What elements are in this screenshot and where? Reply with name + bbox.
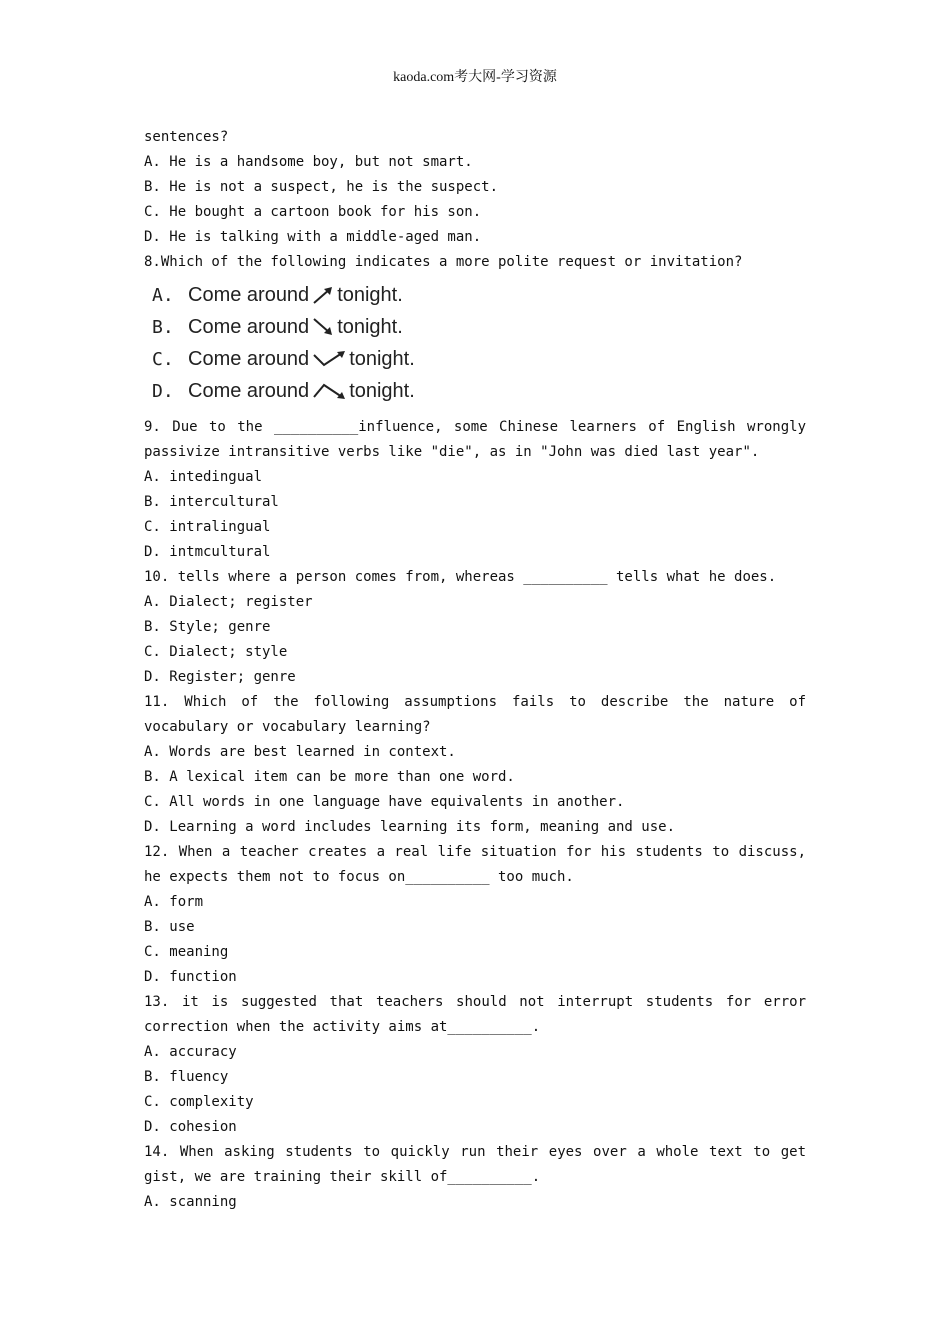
rise-fall-intonation-icon <box>312 381 346 401</box>
q8-option-c <box>152 343 806 375</box>
q11-option-c: C. All words in one language have equivalents in another. <box>144 794 625 810</box>
q14-stem-line2: gist, we are training their skill of__________. <box>144 1169 541 1185</box>
q9-stem-line2: passivize intransitive verbs like "die", as in "John was died last year". <box>144 444 760 460</box>
q12-option-c: C. meaning <box>144 944 229 960</box>
option-text-before: Come around <box>188 347 310 370</box>
option-text-after: tonight. <box>337 315 403 338</box>
option-letter: A. <box>152 284 174 306</box>
q9-option-c: C. intralingual <box>144 519 271 535</box>
q11-stem-line1: 11. Which of the following assumptions fails to describe the nature of <box>144 694 806 710</box>
q12-stem-line2: he expects them not to focus on__________ too much. <box>144 869 574 885</box>
option-letter: B. <box>152 316 174 338</box>
page-header: kaoda.com考大网-学习资源 <box>393 70 557 85</box>
q13-option-d: D. cohesion <box>144 1119 237 1135</box>
q7-option-c: C. He bought a cartoon book for his son. <box>144 204 482 220</box>
q14-stem-line1: 14. When asking students to quickly run their eyes over a whole text to get <box>144 1144 806 1160</box>
q11-option-b: B. A lexical item can be more than one word. <box>144 769 515 785</box>
q9-option-d: D. intmcultural <box>144 544 271 560</box>
q12-option-b: B. use <box>144 919 195 935</box>
q9-option-a: A. intedingual <box>144 469 263 485</box>
option-text-before: Come around <box>188 283 310 306</box>
q11-stem-line2: vocabulary or vocabulary learning? <box>144 719 431 735</box>
option-letter: C. <box>152 348 174 370</box>
q13-option-a: A. accuracy <box>144 1044 237 1060</box>
q13-option-c: C. complexity <box>144 1094 254 1110</box>
option-text-before: Come around <box>188 379 310 402</box>
q7-option-b: B. He is not a suspect, he is the suspect. <box>144 179 499 195</box>
option-letter: D. <box>152 380 174 402</box>
q11-option-d: D. Learning a word includes learning its form, meaning and use. <box>144 819 676 835</box>
question-content <box>144 125 806 1215</box>
fall-rise-intonation-icon <box>312 349 346 369</box>
q9-option-b: B. intercultural <box>144 494 279 510</box>
q10-option-b: B. Style; genre <box>144 619 271 635</box>
q7-tail: sentences? <box>144 129 229 145</box>
option-text-before: Come around <box>188 315 310 338</box>
option-text-after: tonight. <box>337 283 403 306</box>
q10-option-a: A. Dialect; register <box>144 594 313 610</box>
q13-option-b: B. fluency <box>144 1069 229 1085</box>
q7-option-a: A. He is a handsome boy, but not smart. <box>144 154 473 170</box>
q10-option-d: D. Register; genre <box>144 669 296 685</box>
q12-option-a: A. form <box>144 894 204 910</box>
option-text-after: tonight. <box>349 379 415 402</box>
q12-stem-line1: 12. When a teacher creates a real life situation for his students to discuss, <box>144 844 806 860</box>
q10-stem: 10. tells where a person comes from, whereas __________ tells what he does. <box>144 569 777 585</box>
rising-intonation-icon <box>312 285 334 305</box>
q8-option-d <box>152 375 806 407</box>
falling-intonation-icon <box>312 317 334 337</box>
q13-stem-line2: correction when the activity aims at__________. <box>144 1019 541 1035</box>
q8-stem: 8.Which of the following indicates a more polite request or invitation? <box>144 254 743 270</box>
q8-option-a <box>152 279 806 311</box>
q8-option-b <box>152 311 806 343</box>
q10-option-c: C. Dialect; style <box>144 644 288 660</box>
q13-stem-line1: 13. it is suggested that teachers should not interrupt students for error <box>144 994 806 1010</box>
q12-option-d: D. function <box>144 969 237 985</box>
q11-option-a: A. Words are best learned in context. <box>144 744 456 760</box>
option-text-after: tonight. <box>349 347 415 370</box>
q7-option-d: D. He is talking with a middle-aged man. <box>144 229 482 245</box>
q9-stem-line1: 9. Due to the __________influence, some Chinese learners of English wrongly <box>144 419 806 435</box>
q14-option-a: A. scanning <box>144 1194 237 1210</box>
q8-intonation-options <box>152 279 806 407</box>
